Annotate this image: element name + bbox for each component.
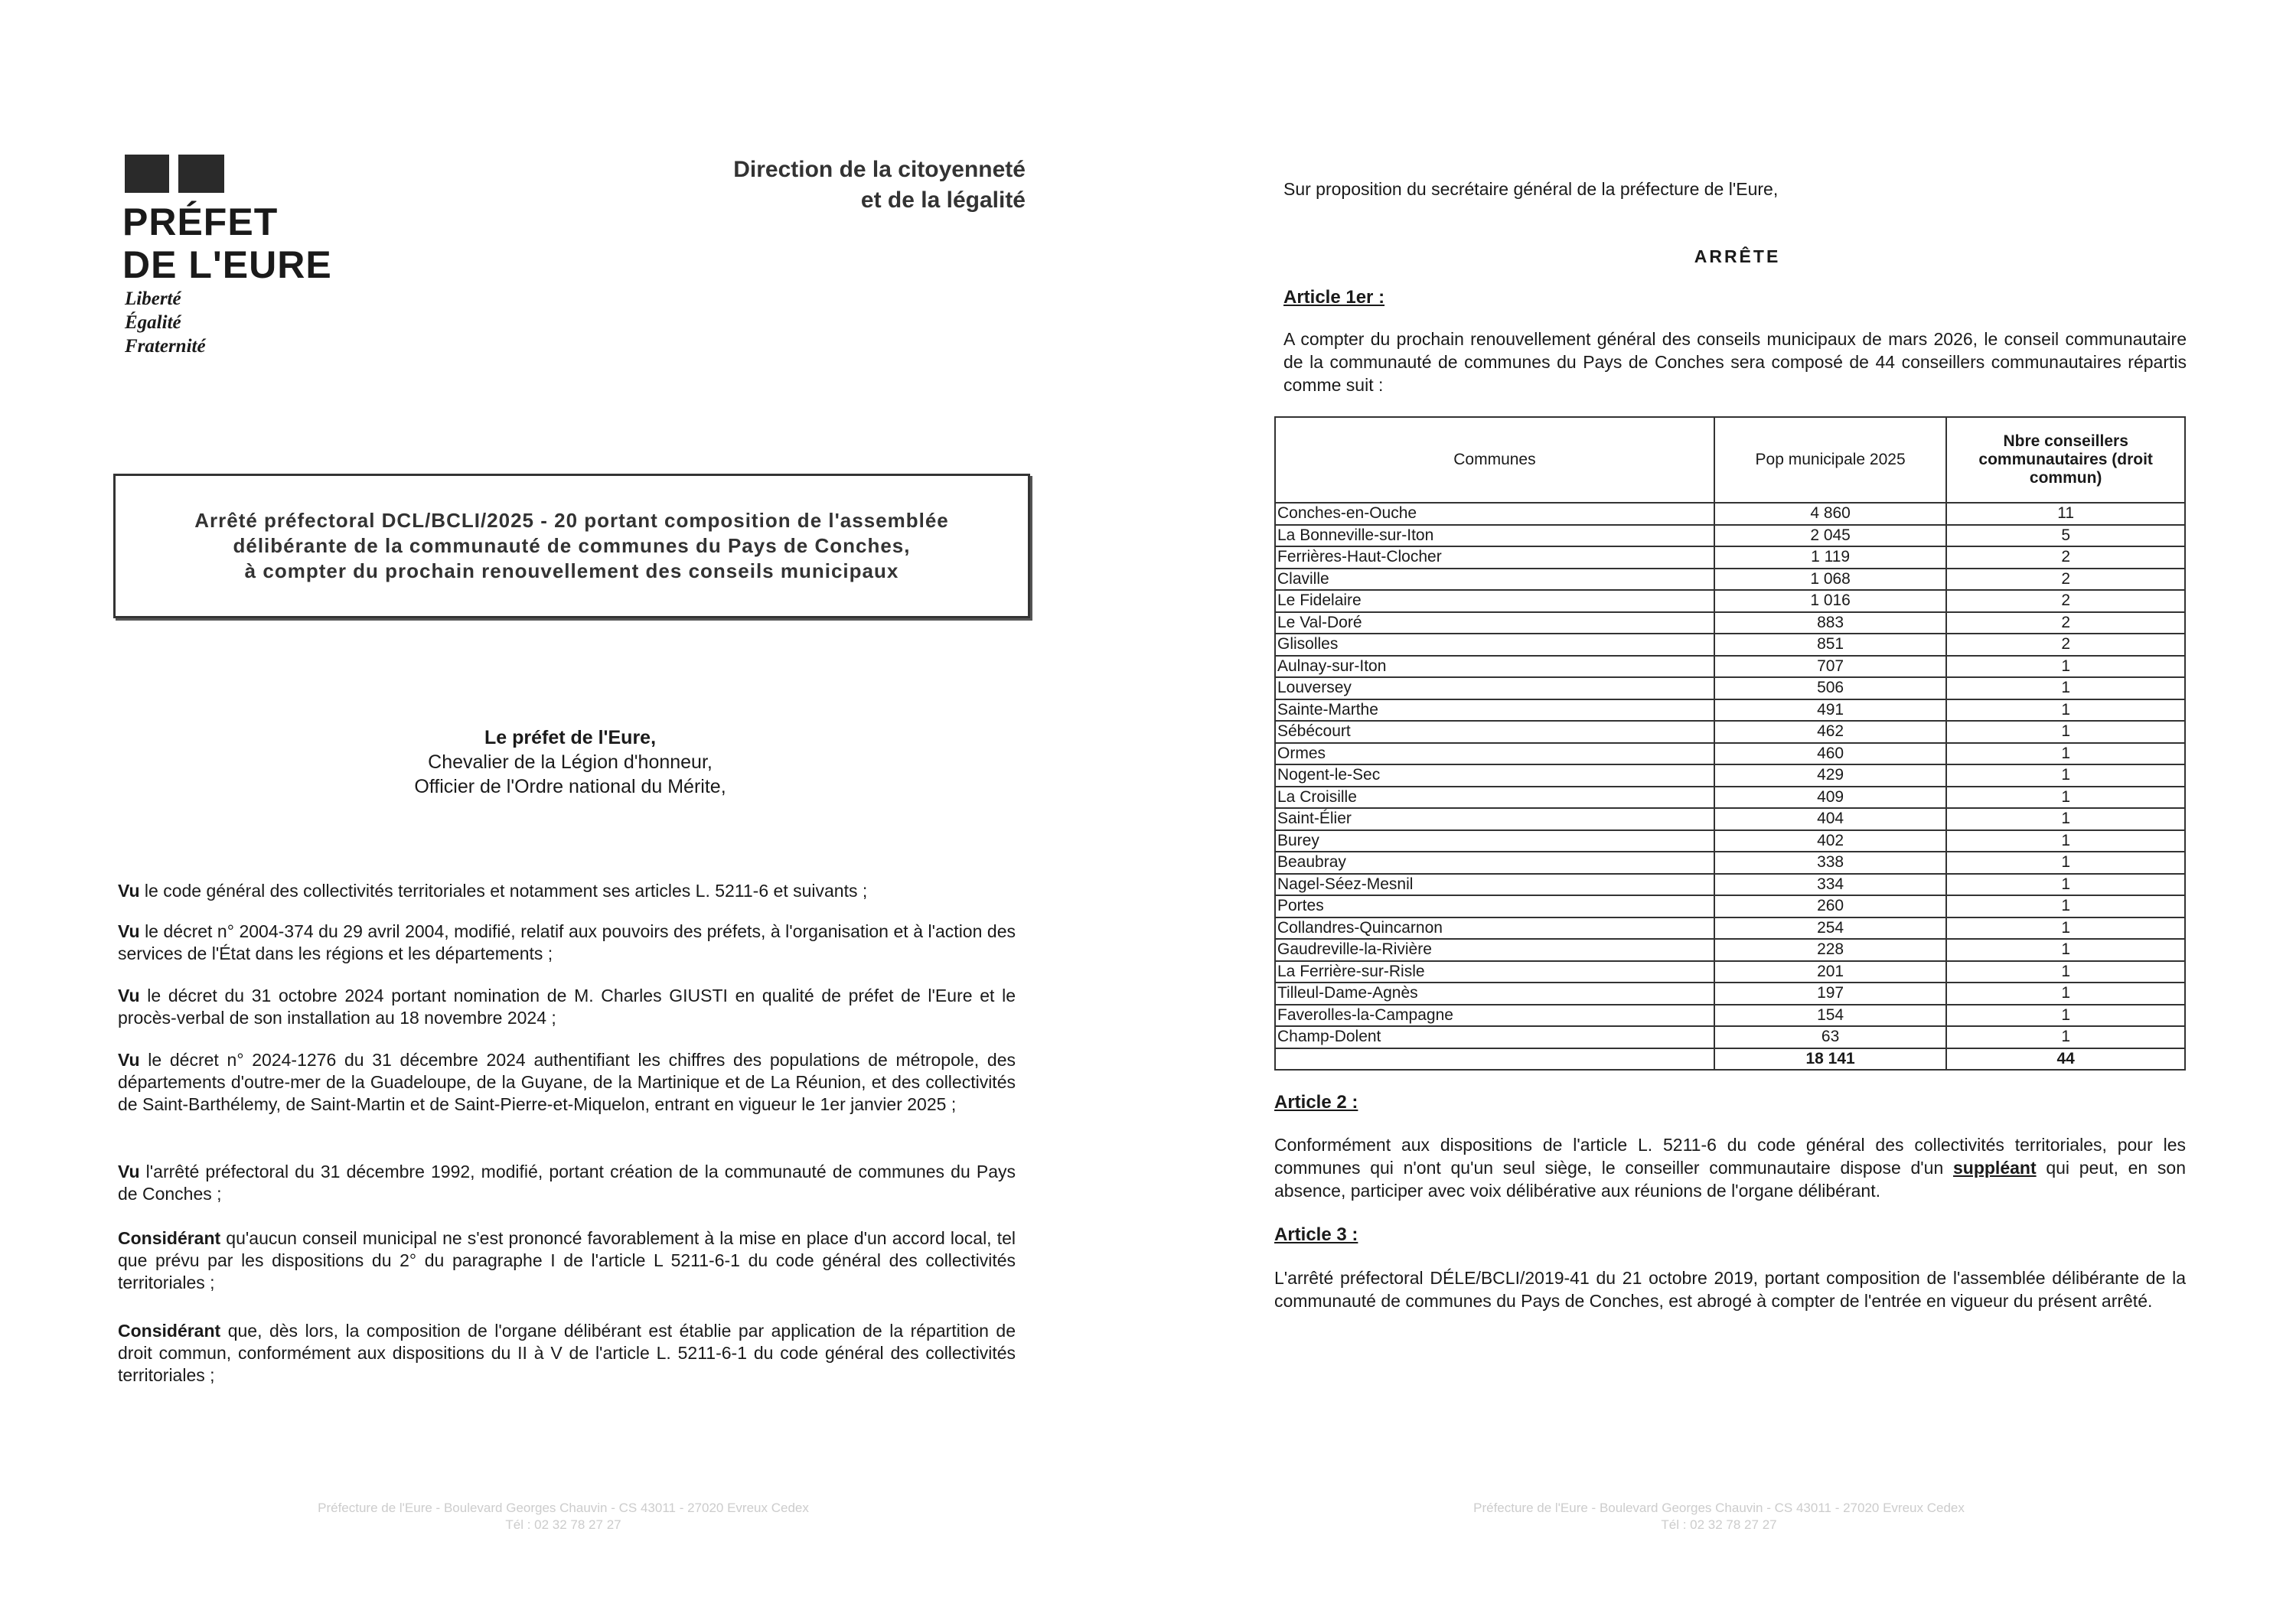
table-row: [1275, 677, 2185, 699]
visa-paragraph: [118, 921, 1016, 965]
prefet-logo-title: PRÉFET DE L'EURE: [122, 200, 332, 286]
table-row: [1275, 1005, 2185, 1027]
commune-cell: Tilleul-Dame-Agnès: [1275, 983, 1714, 1005]
population-cell: 506: [1714, 677, 1947, 699]
table-row: [1275, 1026, 2185, 1048]
conseillers-cell: 2: [1946, 569, 2185, 591]
commune-cell: Conches-en-Ouche: [1275, 503, 1714, 525]
table-row: [1275, 656, 2185, 678]
marianne-logo-icon: [125, 155, 224, 193]
conseillers-cell: 2: [1946, 546, 2185, 569]
visa-text: que, dès lors, la composition de l'organe délibérant est établie par application de la répartition de droit commun, conformément aux dispositions du II à V de l'article L. 5211-6-1 du code général des collectivités territoriales ;: [118, 1321, 1016, 1385]
visa-lead: Vu: [118, 1162, 140, 1181]
visa-text: qu'aucun conseil municipal ne s'est prononcé favorablement à la mise en place d'un accord local, tel que prévu par les dispositions du 2° du paragraphe I de l'article L 5211-6-1 du code général des collectivités territoriales ;: [118, 1228, 1016, 1292]
population-cell: 1 068: [1714, 569, 1947, 591]
conseillers-cell: 2: [1946, 590, 2185, 612]
commune-cell: Sébécourt: [1275, 721, 1714, 743]
visa-text: le décret n° 2024-1276 du 31 décembre 2024 authentifiant les chiffres des populations de métropole, des départements d'outre-mer de la Guadeloupe, de la Guyane, de la Martinique et de La Réunion, et des collectivités de Saint-Barthélemy, de Saint-Martin et de Saint-Pierre-et-Miquelon, entrant en vigueur le 1er janvier 2025 ;: [118, 1050, 1016, 1114]
population-cell: 462: [1714, 721, 1947, 743]
commune-cell: La Ferrière-sur-Risle: [1275, 961, 1714, 983]
conseillers-cell: 44: [1946, 1048, 2185, 1071]
commune-cell: Ferrières-Haut-Clocher: [1275, 546, 1714, 569]
population-cell: 1 016: [1714, 590, 1947, 612]
table-row: [1275, 787, 2185, 809]
commune-cell: Sainte-Marthe: [1275, 699, 1714, 722]
commune-cell: Aulnay-sur-Iton: [1275, 656, 1714, 678]
table-row: [1275, 634, 2185, 656]
visa-text: le code général des collectivités territoriales et notamment ses articles L. 5211-6 et suivants ;: [139, 881, 868, 901]
footer-left: Préfecture de l'Eure - Boulevard Georges Chauvin - CS 43011 - 27020 Evreux Cedex Tél : 02 32 78 27 27: [318, 1501, 809, 1532]
arrete-title-box: Arrêté préfectoral DCL/BCLI/2025 - 20 portant composition de l'assemblée délibérante de la communauté de communes du Pays de Conches, à compter du prochain renouvellement des conseils municipaux: [113, 474, 1030, 618]
conseillers-cell: 1: [1946, 895, 2185, 917]
visa-lead: Vu: [118, 986, 140, 1005]
visa-text: le décret n° 2004-374 du 29 avril 2004, modifié, relatif aux pouvoirs des préfets, à l'organisation et à l'action des services de l'État dans les régions et les départements ;: [118, 921, 1016, 963]
population-cell: 1 119: [1714, 546, 1947, 569]
population-cell: 154: [1714, 1005, 1947, 1027]
commune-cell: Collandres-Quincarnon: [1275, 917, 1714, 940]
population-cell: 18 141: [1714, 1048, 1947, 1071]
col-conseillers: Nbre conseillers communautaires (droit commun): [1946, 417, 2185, 503]
table-row: [1275, 852, 2185, 874]
article1-text: A compter du prochain renouvellement général des conseils municipaux de mars 2026, le conseil communautaire de la communauté de communes du Pays de Conches sera composé de 44 conseillers communautaires répartis comme suit :: [1283, 329, 2187, 395]
commune-cell: Beaubray: [1275, 852, 1714, 874]
direction-heading: Direction de la citoyenneté et de la légalité: [733, 157, 1026, 213]
table-row: [1275, 961, 2185, 983]
conseillers-cell: 2: [1946, 634, 2185, 656]
population-cell: 260: [1714, 895, 1947, 917]
population-cell: 402: [1714, 830, 1947, 852]
conseillers-cell: 1: [1946, 699, 2185, 722]
commune-cell: [1275, 1048, 1714, 1071]
visa-lead: Vu: [118, 1050, 140, 1070]
conseillers-cell: 1: [1946, 1005, 2185, 1027]
conseillers-cell: 1: [1946, 721, 2185, 743]
population-cell: 197: [1714, 983, 1947, 1005]
table-row: [1275, 895, 2185, 917]
conseillers-cell: 1: [1946, 874, 2185, 896]
devise: Liberté Égalité Fraternité: [125, 288, 206, 357]
conseillers-cell: 1: [1946, 743, 2185, 765]
visa-paragraph: [118, 985, 1016, 1029]
article3-heading: Article 3 :: [1274, 1224, 1358, 1245]
total-row: [1275, 1048, 2185, 1071]
commune-cell: Saint-Élier: [1275, 808, 1714, 830]
visa-paragraph: [118, 1227, 1016, 1294]
table-row: [1275, 939, 2185, 961]
commune-cell: Nagel-Séez-Mesnil: [1275, 874, 1714, 896]
visa-text: l'arrêté préfectoral du 31 décembre 1992, modifié, portant création de la communauté de communes du Pays de Conches ;: [118, 1162, 1016, 1204]
population-cell: 2 045: [1714, 525, 1947, 547]
table-row: [1275, 808, 2185, 830]
table-row: [1275, 917, 2185, 940]
commune-cell: Le Val-Doré: [1275, 612, 1714, 634]
table-row: [1275, 721, 2185, 743]
population-cell: 883: [1714, 612, 1947, 634]
commune-cell: La Bonneville-sur-Iton: [1275, 525, 1714, 547]
table-row: [1275, 546, 2185, 569]
population-cell: 851: [1714, 634, 1947, 656]
population-cell: 63: [1714, 1026, 1947, 1048]
article2-text: Conformément aux dispositions de l'article L. 5211-6 du code général des collectivités territoriales, pour les communes qui n'ont qu'un seul siège, le conseiller communautaire dispose d'un suppléant qui peut, en son absence, participer avec voix délibérative aux réunions de l'organe délibérant.: [1274, 1135, 2186, 1201]
article3-text: L'arrêté préfectoral DÉLE/BCLI/2019-41 du 21 octobre 2019, portant composition de l'assemblée délibérante de la communauté de communes du Pays de Conches, est abrogé à compter de l'entrée en vigueur du présent arrêté.: [1274, 1268, 2186, 1311]
population-cell: 334: [1714, 874, 1947, 896]
commune-cell: Louversey: [1275, 677, 1714, 699]
conseillers-cell: 11: [1946, 503, 2185, 525]
conseillers-cell: 1: [1946, 677, 2185, 699]
visa-lead: Vu: [118, 921, 140, 941]
conseillers-cell: 1: [1946, 656, 2185, 678]
visa-lead: Considérant: [118, 1228, 221, 1248]
conseillers-cell: 1: [1946, 852, 2185, 874]
table-row: [1275, 612, 2185, 634]
commune-cell: Portes: [1275, 895, 1714, 917]
prefet-heading: Le préfet de l'Eure, Chevalier de la Légion d'honneur, Officier de l'Ordre national du Mérite,: [414, 727, 726, 797]
commune-cell: Faverolles-la-Campagne: [1275, 1005, 1714, 1027]
table-row: [1275, 590, 2185, 612]
col-communes: Communes: [1275, 417, 1714, 503]
table-row: [1275, 569, 2185, 591]
population-cell: 228: [1714, 939, 1947, 961]
population-cell: 404: [1714, 808, 1947, 830]
conseillers-cell: 1: [1946, 1026, 2185, 1048]
article1-heading: Article 1er :: [1283, 287, 1385, 308]
commune-cell: Gaudreville-la-Rivière: [1275, 939, 1714, 961]
population-cell: 409: [1714, 787, 1947, 809]
article2-heading: Article 2 :: [1274, 1092, 1358, 1113]
commune-cell: Champ-Dolent: [1275, 1026, 1714, 1048]
population-cell: 338: [1714, 852, 1947, 874]
population-cell: 429: [1714, 764, 1947, 787]
visa-lead: Vu: [118, 881, 140, 901]
conseillers-cell: 1: [1946, 808, 2185, 830]
population-cell: 491: [1714, 699, 1947, 722]
conseillers-cell: 5: [1946, 525, 2185, 547]
communes-table: [1274, 416, 2186, 1071]
commune-cell: Ormes: [1275, 743, 1714, 765]
table-row: [1275, 764, 2185, 787]
conseillers-cell: 1: [1946, 917, 2185, 940]
conseillers-cell: 1: [1946, 961, 2185, 983]
population-cell: 4 860: [1714, 503, 1947, 525]
commune-cell: La Croisille: [1275, 787, 1714, 809]
commune-cell: Le Fidelaire: [1275, 590, 1714, 612]
arrete-heading: ARRÊTE: [1694, 246, 1781, 266]
conseillers-cell: 1: [1946, 764, 2185, 787]
visa-text: le décret du 31 octobre 2024 portant nomination de M. Charles GIUSTI en qualité de préfet de l'Eure et le procès-verbal de son installation au 18 novembre 2024 ;: [118, 986, 1016, 1028]
table-row: [1275, 743, 2185, 765]
table-row: [1275, 503, 2185, 525]
visa-paragraph: [118, 880, 1016, 902]
population-cell: 201: [1714, 961, 1947, 983]
footer-right: Préfecture de l'Eure - Boulevard Georges Chauvin - CS 43011 - 27020 Evreux Cedex Tél : 02 32 78 27 27: [1473, 1501, 1965, 1532]
conseillers-cell: 1: [1946, 830, 2185, 852]
table-row: [1275, 830, 2185, 852]
visa-paragraph: [118, 1161, 1016, 1205]
table-row: [1275, 525, 2185, 547]
commune-cell: Nogent-le-Sec: [1275, 764, 1714, 787]
commune-cell: Glisolles: [1275, 634, 1714, 656]
commune-cell: Burey: [1275, 830, 1714, 852]
conseillers-cell: 2: [1946, 612, 2185, 634]
population-cell: 254: [1714, 917, 1947, 940]
conseillers-cell: 1: [1946, 983, 2185, 1005]
commune-cell: Claville: [1275, 569, 1714, 591]
table-row: [1275, 983, 2185, 1005]
visa-paragraph: [118, 1320, 1016, 1387]
table-row: [1275, 874, 2185, 896]
conseillers-cell: 1: [1946, 787, 2185, 809]
visa-lead: Considérant: [118, 1321, 221, 1341]
population-cell: 460: [1714, 743, 1947, 765]
population-cell: 707: [1714, 656, 1947, 678]
visa-paragraph: [118, 1049, 1016, 1116]
conseillers-cell: 1: [1946, 939, 2185, 961]
col-pop: Pop municipale 2025: [1714, 417, 1947, 503]
proposition-text: Sur proposition du secrétaire général de la préfecture de l'Eure,: [1283, 179, 1779, 199]
table-row: [1275, 699, 2185, 722]
table-header: [1275, 417, 2185, 503]
